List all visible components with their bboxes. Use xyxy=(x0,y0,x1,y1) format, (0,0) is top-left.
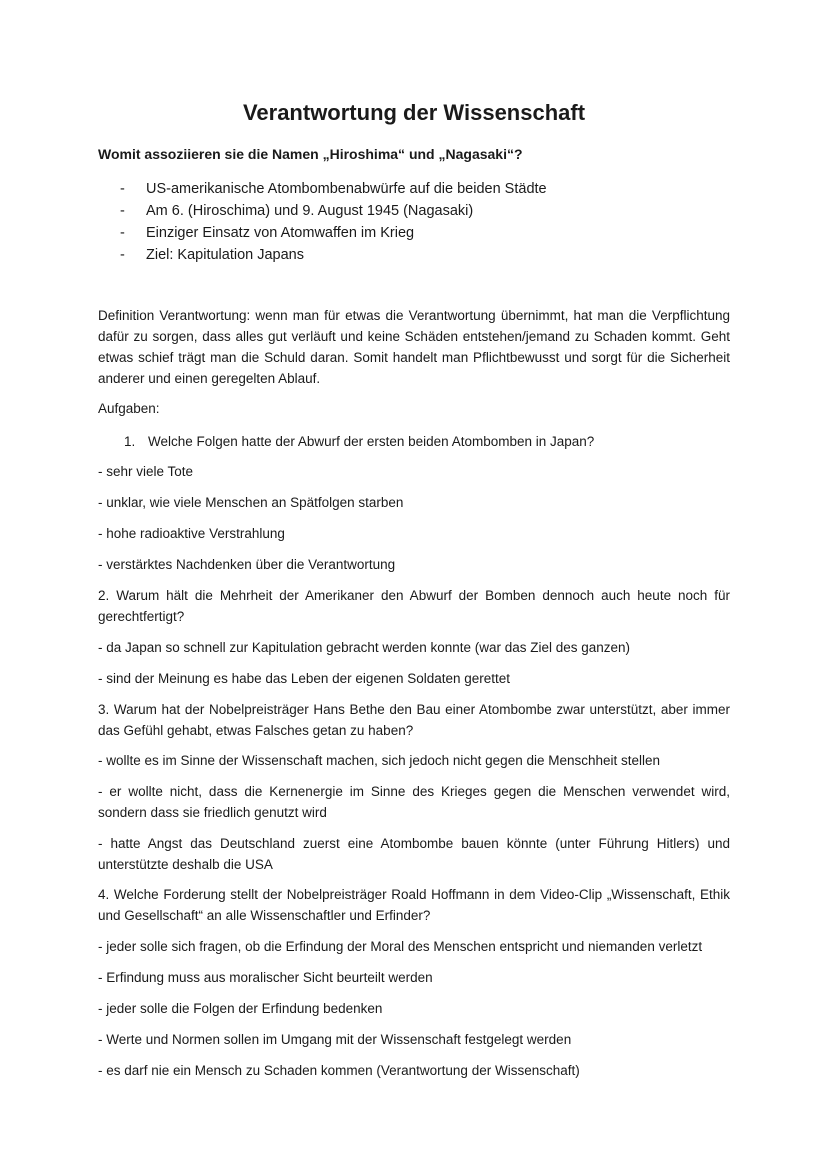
answer-4-3: - jeder solle die Folgen der Erfindung bedenken xyxy=(98,1001,383,1016)
answer-3-3: - hatte Angst das Deutschland zuerst eine Atombombe bauen könnte (unter Führung Hitlers) und unterstützte deshalb die USA xyxy=(98,836,730,872)
answer-3-1: - wollte es im Sinne der Wissenschaft machen, sich jedoch nicht gegen die Menschheit stellen xyxy=(98,753,661,768)
bullet-dash: - xyxy=(120,203,125,219)
answer-2-1: - da Japan so schnell zur Kapitulation gebracht werden konnte (war das Ziel des ganzen) xyxy=(98,640,631,655)
question-1-text: Welche Folgen hatte der Abwurf der ersten beiden Atombomben in Japan? xyxy=(148,434,595,449)
list-item-text: Einziger Einsatz von Atomwaffen im Krieg xyxy=(146,225,415,241)
page-title: Verantwortung der Wissenschaft xyxy=(242,100,586,125)
bullet-dash: - xyxy=(120,225,125,241)
list-item-text: US-amerikanische Atombombenabwürfe auf die beiden Städte xyxy=(146,181,547,197)
answer-3-2: - er wollte nicht, dass die Kernenergie im Sinne des Krieges gegen die Menschen verwendet wird, sondern dass sie friedlich genutzt wird xyxy=(98,784,730,820)
answer-2-2: - sind der Meinung es habe das Leben der eigenen Soldaten gerettet xyxy=(98,671,511,686)
question-3: 3. Warum hat der Nobelpreisträger Hans Bethe den Bau einer Atombombe zwar unterstützt, aber immer das Gefühl gehabt, etwas Falsches getan zu haben? xyxy=(98,702,730,738)
question-1 xyxy=(124,431,594,452)
intro-question: Womit assoziieren sie die Namen „Hiroshima“ und „Nagasaki“? xyxy=(98,146,523,162)
answer-4-1: - jeder solle sich fragen, ob die Erfindung der Moral des Menschen entspricht und niemanden verletzt xyxy=(98,939,703,954)
bullet-dash: - xyxy=(120,181,125,197)
answer-4-5: - es darf nie ein Mensch zu Schaden kommen (Verantwortung der Wissenschaft) xyxy=(98,1063,580,1078)
bullet-dash: - xyxy=(120,247,125,263)
tasks-heading: Aufgaben: xyxy=(98,401,160,416)
answer-1-3: - hohe radioaktive Verstrahlung xyxy=(98,526,285,541)
list-item-text: Am 6. (Hiroschima) und 9. August 1945 (Nagasaki) xyxy=(146,203,474,219)
answer-1-1: - sehr viele Tote xyxy=(98,464,194,479)
answer-1-4: - verstärktes Nachdenken über die Verantwortung xyxy=(98,557,396,572)
question-2: 2. Warum hält die Mehrheit der Amerikaner den Abwurf der Bomben dennoch auch heute noch für gerechtfertigt? xyxy=(98,588,730,624)
question-1-number: 1. xyxy=(124,434,136,449)
list-item-text: Ziel: Kapitulation Japans xyxy=(146,247,304,263)
question-4: 4. Welche Forderung stellt der Nobelpreisträger Roald Hoffmann in dem Video-Clip „Wissenschaft, Ethik und Gesellschaft“ an alle Wissenschaftler und Erfinder? xyxy=(98,887,730,923)
answer-4-4: - Werte und Normen sollen im Umgang mit der Wissenschaft festgelegt werden xyxy=(98,1032,572,1047)
answer-4-2: - Erfindung muss aus moralischer Sicht beurteilt werden xyxy=(98,970,433,985)
answer-1-2: - unklar, wie viele Menschen an Spätfolgen starben xyxy=(98,495,404,510)
definition-paragraph: Definition Verantwortung: wenn man für etwas die Verantwortung übernimmt, hat man die Verpflichtung dafür zu sorgen, dass alles gut verläuft und keine Schäden entstehen/jemand zu Schaden kommt. Geht etwas schief trägt man die Schuld daran. Somit handelt man Pflichtbewusst und sorgt für die Sicherheit anderer und einen geregelten Ablauf. xyxy=(98,308,730,386)
